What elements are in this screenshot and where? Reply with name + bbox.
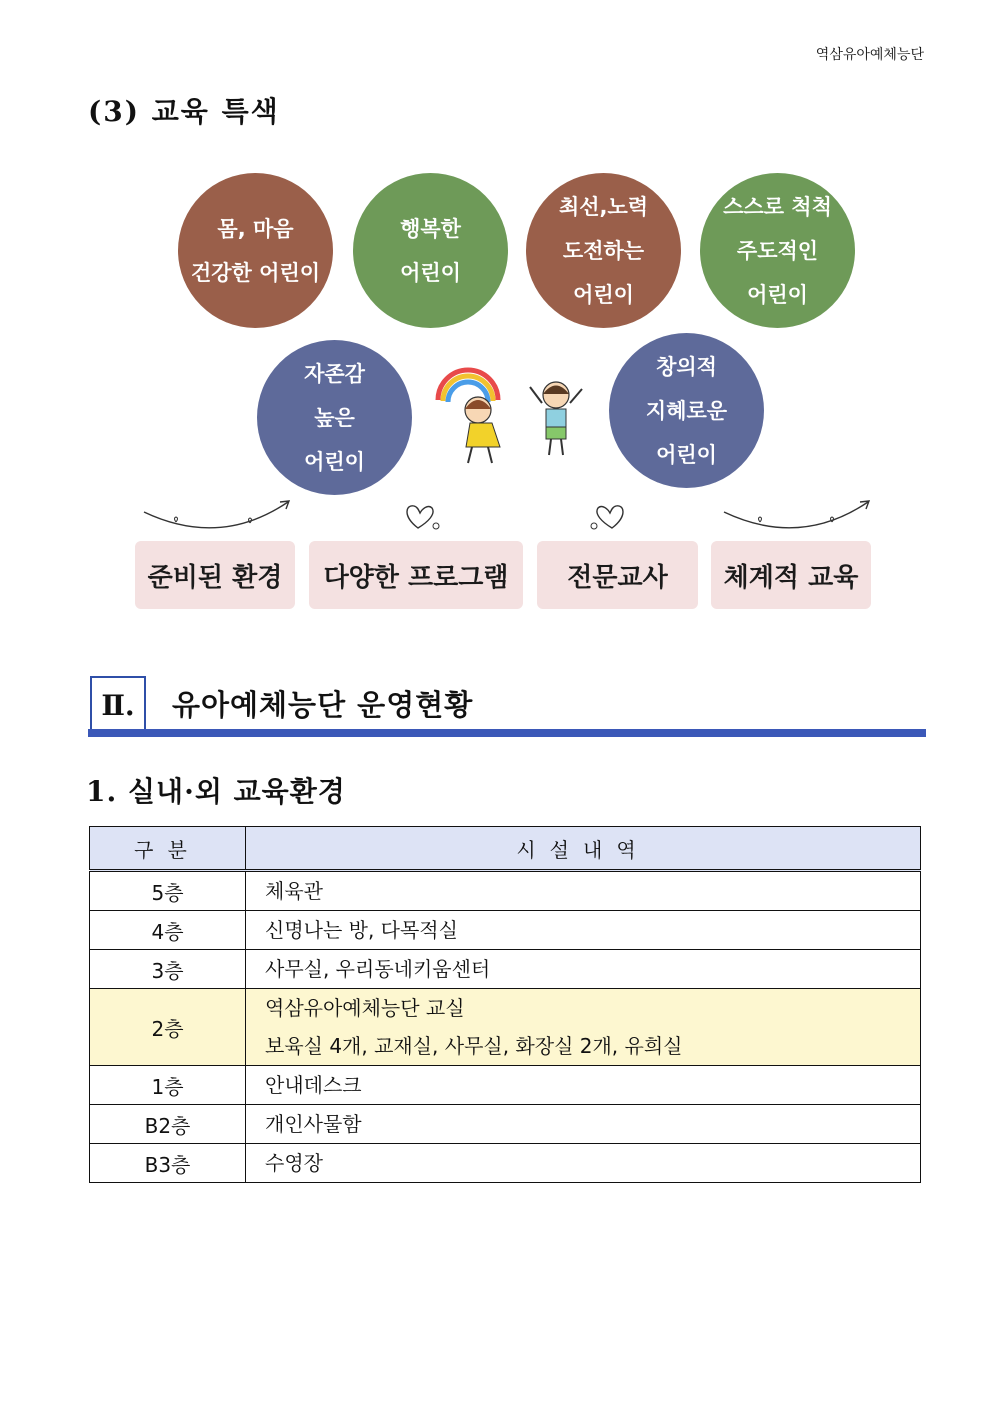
facility-text: 사무실, 우리동네키움센터: [265, 957, 491, 981]
floor-cell: 5층: [90, 871, 246, 911]
table-row: [90, 871, 921, 911]
pillar-expert-teachers: 전문교사: [537, 541, 698, 609]
circle-self-directed: [700, 173, 855, 328]
column-header-facilities: 시설내역: [246, 827, 921, 871]
children-illustration: [430, 365, 600, 475]
facility-text: 보육실 4개, 교재실, 사무실, 화장실 2개, 유희실: [265, 1034, 683, 1058]
circle-line: 도전하는: [562, 238, 645, 263]
circle-line: 지혜로운: [645, 398, 728, 423]
heart-icon: [586, 500, 632, 534]
floor-cell: 4층: [90, 911, 246, 950]
environment-title: 1. 실내·외 교육환경: [86, 775, 346, 808]
facility-text: 역삼유아예체능단 교실: [265, 996, 465, 1020]
floor-cell: B2층: [90, 1105, 246, 1144]
table-row: [90, 1144, 921, 1183]
facility-cell: [246, 989, 921, 1066]
table-header-row: [90, 827, 921, 871]
table-row: [90, 1105, 921, 1144]
floor-cell: 1층: [90, 1066, 246, 1105]
circle-line: 높은: [314, 405, 355, 430]
circle-line: 어린이: [400, 260, 461, 285]
circle-line: 어린이: [747, 282, 808, 307]
circle-healthy: [178, 173, 333, 328]
circle-line: 몸, 마음: [217, 216, 294, 241]
circle-line: 건강한 어린이: [190, 260, 321, 285]
table-row: [90, 1066, 921, 1105]
header-org: 역삼유아예체능단: [815, 47, 924, 63]
section-title: 유아예체능단 운영현황: [172, 688, 474, 722]
circle-line: 어린이: [304, 449, 365, 474]
circle-line: 스스로 척척: [723, 194, 832, 219]
facility-text: 신명나는 방, 다목적실: [265, 918, 458, 942]
circle-creative: [609, 333, 764, 488]
facility-cell: [246, 1066, 921, 1105]
floor-cell: 3층: [90, 950, 246, 989]
heart-icon: [400, 500, 446, 534]
circle-self-esteem: [257, 340, 412, 495]
facility-cell: [246, 1144, 921, 1183]
pillar-systematic-education: 체계적 교육: [711, 541, 871, 609]
section-divider: [88, 729, 926, 737]
feature-title: (3) 교육 특색: [88, 95, 280, 128]
facility-text: 수영장: [265, 1151, 323, 1175]
swoop-decoration-left: [140, 496, 300, 536]
facility-table: [89, 826, 921, 1183]
swoop-decoration-right: [720, 496, 880, 536]
circle-line: 창의적: [656, 354, 717, 379]
circle-line: 행복한: [400, 216, 461, 241]
pillar-prepared-environment: 준비된 환경: [135, 541, 295, 609]
table-row: [90, 911, 921, 950]
circle-line: 주도적인: [736, 238, 819, 263]
facility-cell: [246, 871, 921, 911]
circle-line: 어린이: [656, 442, 717, 467]
section-number: Ⅱ.: [90, 676, 146, 732]
circle-challenge: [526, 173, 681, 328]
column-header-floor: 구분: [90, 827, 246, 871]
circle-line: 어린이: [573, 282, 634, 307]
circle-line: 최선,노력: [558, 194, 649, 219]
facility-text: 안내데스크: [265, 1073, 362, 1097]
floor-cell: B3층: [90, 1144, 246, 1183]
circle-happy: [353, 173, 508, 328]
pillar-programs: 다양한 프로그램: [309, 541, 523, 609]
table-row-highlighted: [90, 989, 921, 1066]
facility-cell: [246, 1105, 921, 1144]
facility-cell: [246, 911, 921, 950]
facility-text: 개인사물함: [265, 1112, 362, 1136]
circle-line: 자존감: [304, 361, 365, 386]
facility-text: 체육관: [265, 879, 323, 903]
floor-cell: 2층: [90, 989, 246, 1066]
table-row: [90, 950, 921, 989]
facility-cell: [246, 950, 921, 989]
